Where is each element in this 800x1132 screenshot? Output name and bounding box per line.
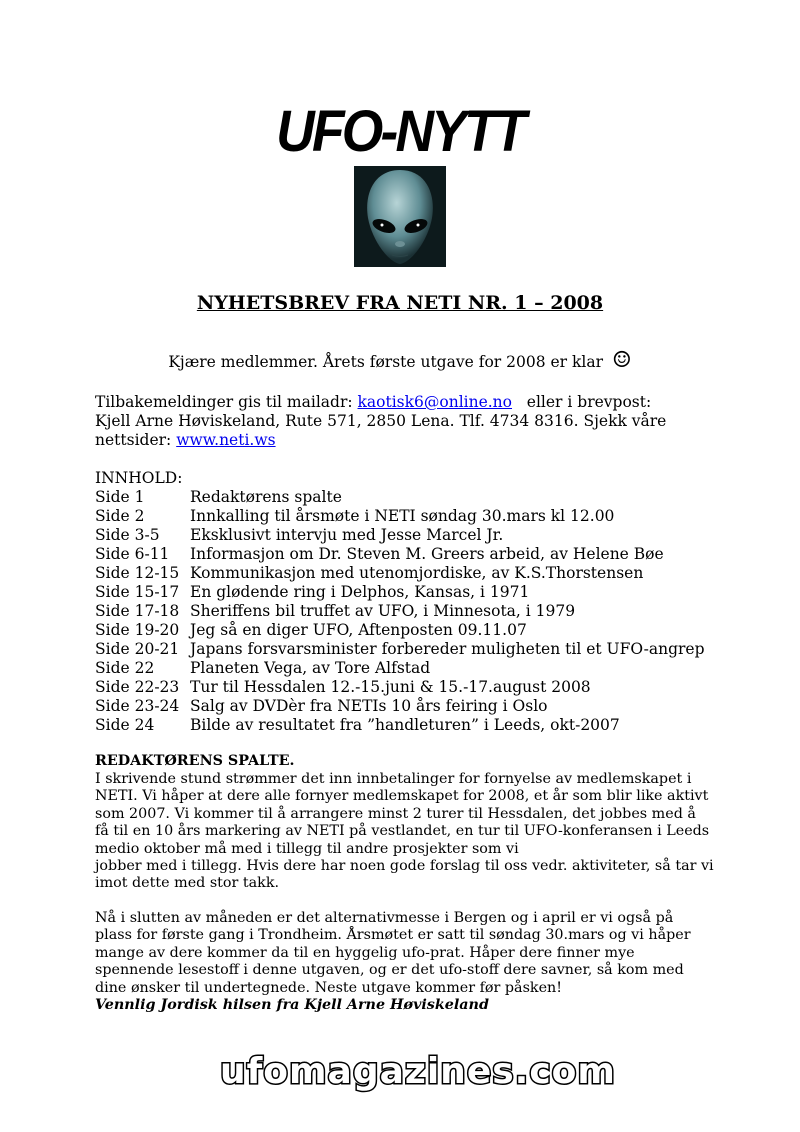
toc-heading: INNHOLD: xyxy=(95,469,183,487)
toc-page: Side 15-17 xyxy=(95,583,180,601)
contact-text: eller i brevpost: xyxy=(526,393,652,411)
toc-page: Side 3-5 xyxy=(95,526,160,544)
toc-item xyxy=(95,507,614,526)
toc-item xyxy=(95,678,591,697)
contact-text: nettsider: xyxy=(95,431,177,449)
toc-title: Salg av DVDèr fra NETIs 10 års feiring i Oslo xyxy=(190,697,548,715)
toc-page: Side 20-21 xyxy=(95,640,180,658)
newsletter-title: NYHETSBREV FRA NETI NR. 1 – 2008 xyxy=(196,292,604,314)
paragraph-line: jobber med i tillegg. Hvis dere har noen gode forslag til oss vedr. aktiviteter, så tar vi xyxy=(95,858,714,874)
toc-title: Sheriffens bil truffet av UFO, i Minnesota, i 1979 xyxy=(190,602,576,620)
contact-line-3 xyxy=(95,431,276,450)
paragraph-line: NETI. Vi håper at dere alle fornyer medlemskapet for 2008, et år som blir like aktivt xyxy=(95,788,709,805)
paragraph-line: få til en 10 års markering av NETI på vestlandet, en tur til UFO-konferansen i Leeds xyxy=(95,823,710,840)
website-link[interactable]: www.neti.ws xyxy=(176,431,276,449)
toc-page: Side 24 xyxy=(95,716,155,734)
signature: Vennlig Jordisk hilsen fra Kjell Arne Høviskeland xyxy=(95,997,489,1013)
toc-page: Side 23-24 xyxy=(95,697,180,715)
toc-item xyxy=(95,621,527,640)
paragraph-line: imot dette med stor takk. xyxy=(95,875,280,892)
toc-item xyxy=(95,640,705,659)
paragraph-line: Nå i slutten av måneden er det alternativmesse i Bergen og i april er vi også på xyxy=(95,910,674,926)
toc-title: Innkalling til årsmøte i NETI søndag 30.mars kl 12.00 xyxy=(190,507,615,525)
greeting xyxy=(0,348,800,373)
paragraph-line: mange av dere kommer da til en hyggelig ufo-prat. Håper dere finner mye xyxy=(95,944,635,961)
toc-item xyxy=(95,697,548,716)
toc-page: Side 17-18 xyxy=(95,602,180,620)
paragraph-line: plass for første gang i Trondheim. Årsmøtet er satt til søndag 30.mars og vi håper xyxy=(95,927,691,944)
toc-item xyxy=(95,659,430,678)
toc-title: Tur til Hessdalen 12.-15.juni & 15.-17.august 2008 xyxy=(190,678,591,696)
toc-page: Side 22 xyxy=(95,659,155,677)
toc-title: Jeg så en diger UFO, Aftenposten 09.11.07 xyxy=(190,621,527,639)
toc-item xyxy=(95,545,664,564)
contact-line-1 xyxy=(95,393,651,412)
paragraph-line: som 2007. Vi kommer til å arrangere minst 2 turer til Hessdalen, det jobbes med å xyxy=(95,805,696,822)
toc-title: Bilde av resultatet fra ”handleturen” i Leeds, okt-2007 xyxy=(190,716,620,734)
toc-page: Side 1 xyxy=(95,488,145,506)
toc-title: Japans forsvarsminister forbereder muligheten til et UFO-angrep xyxy=(190,640,705,658)
email-link[interactable]: kaotisk6@online.no xyxy=(357,393,513,411)
toc-title: Eksklusivt intervju med Jesse Marcel Jr. xyxy=(190,526,504,544)
toc-item xyxy=(95,602,575,621)
smiley-icon: ☺ xyxy=(611,348,632,373)
toc-item xyxy=(95,564,643,583)
contact-text: Tilbakemeldinger gis til mailadr: xyxy=(95,393,358,411)
greeting-text: Kjære medlemmer. Årets første utgave for 2008 er klar xyxy=(168,353,603,371)
paragraph-line: I skrivende stund strømmer det inn innbetalinger for fornyelse av medlemskapet i xyxy=(95,771,692,787)
contact-line-2: Kjell Arne Høviskeland, Rute 571, 2850 Lena. Tlf. 4734 8316. Sjekk våre xyxy=(95,412,667,430)
toc-item xyxy=(95,583,529,602)
toc-page: Side 2 xyxy=(95,507,145,525)
toc-title: Planeten Vega, av Tore Alfstad xyxy=(190,659,431,677)
toc-title: En glødende ring i Delphos, Kansas, i 1971 xyxy=(190,583,530,601)
paragraph-line: medio oktober må med i tillegg til andre prosjekter som vi xyxy=(95,840,519,857)
toc-page: Side 19-20 xyxy=(95,621,180,639)
toc-page: Side 12-15 xyxy=(95,564,180,582)
alien-image xyxy=(354,166,446,267)
toc-title: Kommunikasjon med utenomjordiske, av K.S.Thorstensen xyxy=(190,564,644,582)
watermark: ufomagazines.com xyxy=(220,1051,616,1092)
toc-item xyxy=(95,716,620,735)
toc-page: Side 22-23 xyxy=(95,678,180,696)
toc-page: Side 6-11 xyxy=(95,545,170,563)
paragraph-line: dine ønsker til undertegnede. Neste utgave kommer før påsken! xyxy=(95,979,562,996)
editorial-heading: REDAKTØRENS SPALTE. xyxy=(95,753,295,769)
toc-title: Redaktørens spalte xyxy=(190,488,342,506)
newsletter-logo: UFO-NYTT xyxy=(276,99,524,164)
toc-title: Informasjon om Dr. Steven M. Greers arbeid, av Helene Bøe xyxy=(190,545,664,563)
toc-item xyxy=(95,488,342,507)
toc-item xyxy=(95,526,503,545)
paragraph-line: spennende lesestoff i denne utgaven, og er det ufo-stoff dere savner, så kom med xyxy=(95,962,684,979)
